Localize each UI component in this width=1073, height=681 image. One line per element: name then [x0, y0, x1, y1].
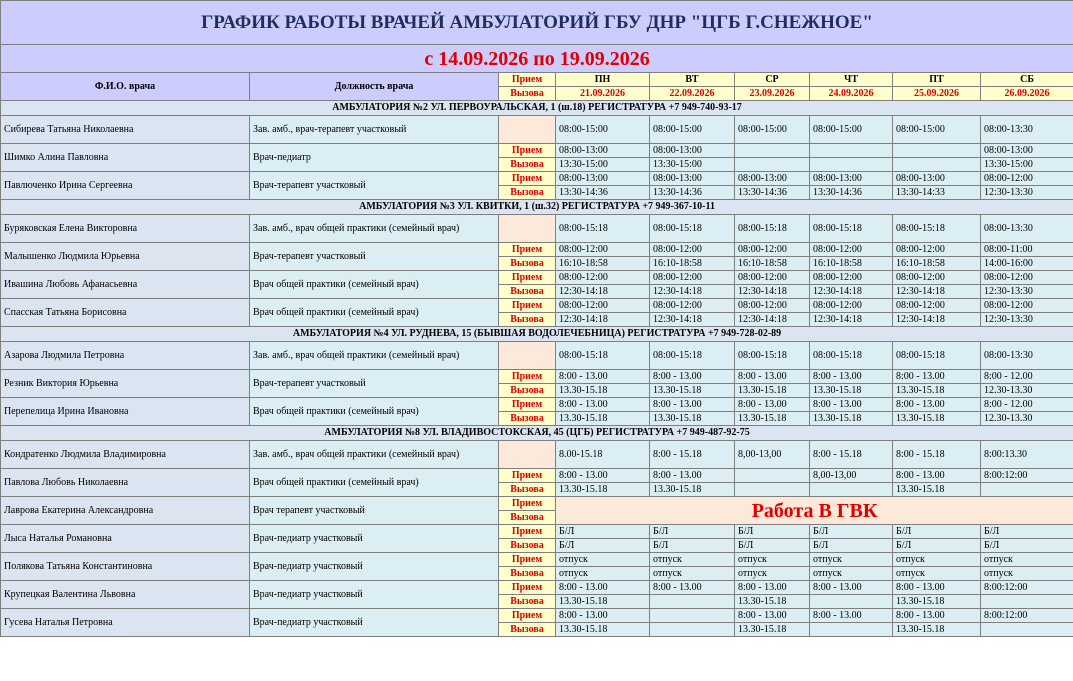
vyzova-cell-mon: 13:30-14:36 — [556, 186, 650, 200]
doctor-name: Резник Виктория Юрьевна — [1, 370, 250, 398]
priem-cell-mon: 8:00 - 13.00 — [556, 398, 650, 412]
doctor-position: Врач общей практики (семейный врач) — [250, 469, 499, 497]
vyzova-cell-wed: 13.30-15.18 — [735, 623, 810, 637]
priem-cell-fri: 08:00-12:00 — [893, 299, 981, 313]
doctor-row — [1, 342, 1073, 356]
vyzova-cell-fri: 13:30-14:33 — [893, 186, 981, 200]
vyzova-cell-wed — [735, 158, 810, 172]
vyzova-cell-thu: 16:10-18:58 — [810, 257, 893, 271]
section-row — [1, 327, 1073, 342]
doctor-row — [1, 553, 1073, 567]
priem-cell-mon: 8:00 - 13.00 — [556, 469, 650, 483]
priem-cell-sat: отпуск — [981, 553, 1073, 567]
doctor-row — [1, 271, 1073, 285]
day-name-thu: ЧТ — [810, 73, 893, 87]
schedule-cell-wed: 08:00-15:00 — [735, 116, 810, 144]
day-date-sat: 26.09.2026 — [981, 87, 1073, 101]
schedule-type-blank — [499, 116, 556, 144]
doctor-position: Врач-педиатр участковый — [250, 581, 499, 609]
vyzova-cell-thu: 13:30-14:36 — [810, 186, 893, 200]
vyzova-label: Вызова — [499, 384, 556, 398]
vyzova-cell-sat — [981, 623, 1073, 637]
vyzova-cell-wed: 13.30-15.18 — [735, 595, 810, 609]
priem-cell-mon: отпуск — [556, 553, 650, 567]
vyzova-cell-tue: 16:10-18:58 — [650, 257, 735, 271]
schedule-cell-mon: 08:00-15:18 — [556, 215, 650, 243]
priem-cell-thu: 8:00 - 13.00 — [810, 370, 893, 384]
schedule-cell-thu: 08:00-15:18 — [810, 215, 893, 243]
doctor-row — [1, 370, 1073, 384]
schedule-cell-tue: 8:00 - 15.18 — [650, 441, 735, 469]
column-header-position: Должность врача — [250, 73, 499, 101]
vyzova-cell-wed: отпуск — [735, 567, 810, 581]
vyzova-label: Вызова — [499, 623, 556, 637]
priem-label: Прием — [499, 243, 556, 257]
priem-cell-sat: 08:00-13:00 — [981, 144, 1073, 158]
vyzova-cell-wed: 13.30-15.18 — [735, 384, 810, 398]
doctor-name: Сибирева Татьяна Николаевна — [1, 116, 250, 144]
priem-cell-mon: 8:00 - 13.00 — [556, 609, 650, 623]
vyzova-cell-thu — [810, 158, 893, 172]
section-row — [1, 200, 1073, 215]
vyzova-label: Вызова — [499, 539, 556, 553]
doctor-name: Крупецкая Валентина Львовна — [1, 581, 250, 609]
vyzova-label: Вызова — [499, 313, 556, 327]
schedule-cell-fri: 08:00-15:18 — [893, 342, 981, 370]
vyzova-cell-thu: отпуск — [810, 567, 893, 581]
vyzova-cell-mon: 16:10-18:58 — [556, 257, 650, 271]
doctor-position: Зав. амб., врач общей практики (семейный врач) — [250, 441, 499, 469]
doctor-name: Гусева Наталья Петровна — [1, 609, 250, 637]
doctor-name: Перепелица Ирина Ивановна — [1, 398, 250, 426]
schedule-cell-mon: 08:00-15:00 — [556, 116, 650, 144]
doctor-position: Врач-педиатр участковый — [250, 609, 499, 637]
priem-cell-sat: 8:00 - 12.00 — [981, 398, 1073, 412]
schedule-type-blank — [499, 215, 556, 243]
gvk-notice: Работа В ГВК — [556, 497, 1073, 525]
priem-cell-thu — [810, 144, 893, 158]
vyzova-cell-mon: отпуск — [556, 567, 650, 581]
vyzova-cell-thu: 13.30-15.18 — [810, 412, 893, 426]
priem-cell-tue: отпуск — [650, 553, 735, 567]
priem-label: Прием — [499, 525, 556, 539]
doctor-position: Врач общей практики (семейный врач) — [250, 299, 499, 327]
doctor-row — [1, 215, 1073, 229]
priem-cell-wed: 08:00-12:00 — [735, 243, 810, 257]
vyzova-cell-thu: 12:30-14:18 — [810, 313, 893, 327]
vyzova-cell-sat — [981, 595, 1073, 609]
schedule-cell-sat: 08:00-13:30 — [981, 342, 1073, 370]
priem-cell-wed: отпуск — [735, 553, 810, 567]
day-date-fri: 25.09.2026 — [893, 87, 981, 101]
priem-cell-wed: 8:00 - 13.00 — [735, 581, 810, 595]
priem-cell-tue: 08:00-12:00 — [650, 243, 735, 257]
priem-label: Прием — [499, 398, 556, 412]
priem-cell-wed: 8:00 - 13.00 — [735, 370, 810, 384]
vyzova-cell-sat: 12.30-13.30 — [981, 384, 1073, 398]
vyzova-cell-tue: отпуск — [650, 567, 735, 581]
vyzova-cell-fri: Б/Л — [893, 539, 981, 553]
priem-cell-wed: 08:00-12:00 — [735, 299, 810, 313]
priem-cell-thu: 08:00-13:00 — [810, 172, 893, 186]
priem-cell-wed: 08:00-12:00 — [735, 271, 810, 285]
schedule-cell-sat: 08:00-13:30 — [981, 116, 1073, 144]
vyzova-label: Вызова — [499, 186, 556, 200]
priem-cell-wed — [735, 144, 810, 158]
priem-cell-sat: 8:00:12:00 — [981, 581, 1073, 595]
priem-cell-thu: 8:00 - 13.00 — [810, 398, 893, 412]
vyzova-cell-sat: отпуск — [981, 567, 1073, 581]
schedule-cell-thu: 08:00-15:18 — [810, 342, 893, 370]
schedule-cell-wed: 08:00-15:18 — [735, 342, 810, 370]
vyzova-cell-mon: 13.30-15.18 — [556, 623, 650, 637]
priem-label: Прием — [499, 370, 556, 384]
vyzova-cell-thu: 13.30-15.18 — [810, 384, 893, 398]
schedule-cell-thu: 08:00-15:00 — [810, 116, 893, 144]
doctor-position: Зав. амб., врач общей практики (семейный врач) — [250, 215, 499, 243]
priem-cell-mon: 8:00 - 13.00 — [556, 581, 650, 595]
priem-cell-tue: 8:00 - 13.00 — [650, 370, 735, 384]
vyzova-cell-thu: 12:30-14:18 — [810, 285, 893, 299]
priem-cell-wed — [735, 469, 810, 483]
doctor-name: Буряковская Елена Викторовна — [1, 215, 250, 243]
doctor-position: Врач-педиатр участковый — [250, 553, 499, 581]
doctor-row — [1, 172, 1073, 186]
day-date-mon: 21.09.2026 — [556, 87, 650, 101]
vyzova-label: Вызова — [499, 158, 556, 172]
priem-label: Прием — [499, 581, 556, 595]
vyzova-cell-fri: 13.30-15.18 — [893, 483, 981, 497]
priem-cell-sat: 8:00:12:00 — [981, 609, 1073, 623]
doctor-position: Врач-педиатр — [250, 144, 499, 172]
schedule-cell-tue: 08:00-15:00 — [650, 116, 735, 144]
vyzova-cell-thu: Б/Л — [810, 539, 893, 553]
priem-label: Прием — [499, 609, 556, 623]
priem-cell-fri: 8:00 - 13.00 — [893, 398, 981, 412]
priem-label: Прием — [499, 553, 556, 567]
column-header-priem: Прием — [499, 73, 556, 87]
page-title: ГРАФИК РАБОТЫ ВРАЧЕЙ АМБУЛАТОРИЙ ГБУ ДНР "ЦГБ Г.СНЕЖНОЕ" — [1, 1, 1073, 45]
vyzova-cell-mon: Б/Л — [556, 539, 650, 553]
section-title: АМБУЛАТОРИЯ №3 УЛ. КВИТКИ, 1 (ш.32) РЕГИСТРАТУРА +7 949-367-10-11 — [1, 200, 1073, 215]
vyzova-cell-sat: 12:30-13:30 — [981, 285, 1073, 299]
priem-cell-fri: 08:00-13:00 — [893, 172, 981, 186]
priem-cell-thu: 8,00-13,00 — [810, 469, 893, 483]
vyzova-cell-tue: 13.30-15.18 — [650, 412, 735, 426]
priem-cell-fri: 08:00-12:00 — [893, 243, 981, 257]
priem-cell-sat: Б/Л — [981, 525, 1073, 539]
section-row — [1, 101, 1073, 116]
day-name-wed: СР — [735, 73, 810, 87]
vyzova-cell-mon: 13.30-15.18 — [556, 595, 650, 609]
vyzova-cell-fri: 13.30-15.18 — [893, 412, 981, 426]
doctor-row — [1, 469, 1073, 483]
priem-label: Прием — [499, 271, 556, 285]
vyzova-cell-tue: 13.30-15.18 — [650, 384, 735, 398]
vyzova-cell-tue: Б/Л — [650, 539, 735, 553]
section-row — [1, 426, 1073, 441]
vyzova-cell-thu — [810, 595, 893, 609]
vyzova-cell-tue: 13:30-15:00 — [650, 158, 735, 172]
priem-cell-tue: 08:00-12:00 — [650, 299, 735, 313]
column-header-vyzova: Вызова — [499, 87, 556, 101]
doctor-name: Павлова Любовь Николаевна — [1, 469, 250, 497]
priem-cell-wed: 08:00-13:00 — [735, 172, 810, 186]
day-date-thu: 24.09.2026 — [810, 87, 893, 101]
day-date-wed: 23.09.2026 — [735, 87, 810, 101]
vyzova-cell-mon: 12:30-14:18 — [556, 285, 650, 299]
vyzova-cell-mon: 13.30-15.18 — [556, 384, 650, 398]
priem-cell-wed: 8:00 - 13.00 — [735, 609, 810, 623]
doctor-name: Кондратенко Людмила Владимировна — [1, 441, 250, 469]
schedule-cell-wed: 8,00-13,00 — [735, 441, 810, 469]
priem-cell-sat: 08:00-12:00 — [981, 172, 1073, 186]
schedule-type-blank — [499, 342, 556, 370]
schedule-cell-mon: 8.00-15.18 — [556, 441, 650, 469]
vyzova-cell-mon: 13:30-15:00 — [556, 158, 650, 172]
doctor-name: Павлюченко Ирина Сергеевна — [1, 172, 250, 200]
doctor-position: Зав. амб., врач общей практики (семейный врач) — [250, 342, 499, 370]
schedule-period: с 14.09.2026 по 19.09.2026 — [1, 45, 1073, 73]
column-header-name: Ф.И.О. врача — [1, 73, 250, 101]
vyzova-cell-sat: 13:30-15:00 — [981, 158, 1073, 172]
priem-label: Прием — [499, 299, 556, 313]
vyzova-cell-tue: 13:30-14:36 — [650, 186, 735, 200]
doctor-name: Полякова Татьяна Константиновна — [1, 553, 250, 581]
priem-cell-fri — [893, 144, 981, 158]
priem-cell-fri: отпуск — [893, 553, 981, 567]
section-title: АМБУЛАТОРИЯ №8 УЛ. ВЛАДИВОСТОКСКАЯ, 45 (ЦГБ) РЕГИСТРАТУРА +7 949-487-92-75 — [1, 426, 1073, 441]
priem-cell-mon: 08:00-12:00 — [556, 299, 650, 313]
vyzova-cell-fri — [893, 158, 981, 172]
day-name-sat: СБ — [981, 73, 1073, 87]
doctor-position: Врач-терапевт участковый — [250, 370, 499, 398]
priem-cell-tue: 8:00 - 13.00 — [650, 581, 735, 595]
doctor-name: Спасская Татьяна Борисовна — [1, 299, 250, 327]
doctor-row — [1, 497, 1073, 511]
priem-cell-sat: 08:00-12:00 — [981, 299, 1073, 313]
schedule-cell-sat: 8:00:13.30 — [981, 441, 1073, 469]
schedule-cell-fri: 08:00-15:18 — [893, 215, 981, 243]
doctor-name: Лаврова Екатерина Александровна — [1, 497, 250, 525]
doctor-row — [1, 581, 1073, 595]
doctor-row — [1, 525, 1073, 539]
priem-cell-mon: 8:00 - 13.00 — [556, 370, 650, 384]
doctor-position: Врач терапевт участковый — [250, 497, 499, 525]
doctor-name: Азарова Людмила Петровна — [1, 342, 250, 370]
vyzova-label: Вызова — [499, 285, 556, 299]
priem-cell-fri: 8:00 - 13.00 — [893, 370, 981, 384]
vyzova-cell-fri: отпуск — [893, 567, 981, 581]
schedule-cell-fri: 8:00 - 15.18 — [893, 441, 981, 469]
day-name-mon: ПН — [556, 73, 650, 87]
doctor-position: Врач общей практики (семейный врач) — [250, 271, 499, 299]
vyzova-cell-sat: 14:00-16:00 — [981, 257, 1073, 271]
vyzova-cell-wed: 16:10-18:58 — [735, 257, 810, 271]
vyzova-cell-fri: 12:30-14:18 — [893, 285, 981, 299]
vyzova-cell-wed: 12:30-14:18 — [735, 313, 810, 327]
schedule-cell-thu: 8:00 - 15.18 — [810, 441, 893, 469]
vyzova-cell-wed: Б/Л — [735, 539, 810, 553]
vyzova-cell-thu — [810, 483, 893, 497]
priem-cell-mon: 08:00-12:00 — [556, 271, 650, 285]
vyzova-cell-wed: 13:30-14:36 — [735, 186, 810, 200]
priem-cell-thu: 8:00 - 13.00 — [810, 609, 893, 623]
schedule-cell-mon: 08:00-15:18 — [556, 342, 650, 370]
vyzova-cell-fri: 12:30-14:18 — [893, 313, 981, 327]
vyzova-cell-wed: 12:30-14:18 — [735, 285, 810, 299]
priem-cell-fri: 08:00-12:00 — [893, 271, 981, 285]
vyzova-cell-tue — [650, 595, 735, 609]
vyzova-cell-mon: 13.30-15.18 — [556, 483, 650, 497]
vyzova-cell-tue — [650, 623, 735, 637]
section-title: АМБУЛАТОРИЯ №2 УЛ. ПЕРВОУРАЛЬСКАЯ, 1 (ш.18) РЕГИСТРАТУРА +7 949-740-93-17 — [1, 101, 1073, 116]
priem-label: Прием — [499, 172, 556, 186]
priem-cell-mon: 08:00-12:00 — [556, 243, 650, 257]
schedule-cell-sat: 08:00-13:30 — [981, 215, 1073, 243]
vyzova-cell-wed: 13.30-15.18 — [735, 412, 810, 426]
day-date-tue: 22.09.2026 — [650, 87, 735, 101]
doctor-row — [1, 299, 1073, 313]
doctor-row — [1, 398, 1073, 412]
vyzova-cell-fri: 13.30-15.18 — [893, 623, 981, 637]
priem-cell-fri: 8:00 - 13.00 — [893, 609, 981, 623]
priem-cell-tue: 8:00 - 13.00 — [650, 398, 735, 412]
vyzova-cell-mon: 13.30-15.18 — [556, 412, 650, 426]
priem-cell-sat: 8:00:12:00 — [981, 469, 1073, 483]
doctor-row — [1, 243, 1073, 257]
doctor-name: Малышенко Людмила Юрьевна — [1, 243, 250, 271]
vyzova-cell-fri: 13.30-15.18 — [893, 595, 981, 609]
vyzova-cell-sat: 12:30-13:30 — [981, 186, 1073, 200]
doctor-position: Врач-терапевт участковый — [250, 172, 499, 200]
priem-cell-mon: 08:00-13:00 — [556, 144, 650, 158]
priem-label: Прием — [499, 469, 556, 483]
priem-cell-mon: 08:00-13:00 — [556, 172, 650, 186]
doctor-name: Лыса Наталья Романовна — [1, 525, 250, 553]
vyzova-cell-thu — [810, 623, 893, 637]
schedule-cell-tue: 08:00-15:18 — [650, 342, 735, 370]
doctor-row — [1, 441, 1073, 455]
priem-cell-thu: 08:00-12:00 — [810, 299, 893, 313]
priem-cell-wed: Б/Л — [735, 525, 810, 539]
vyzova-cell-sat: 12:30-13:30 — [981, 313, 1073, 327]
priem-cell-tue: 08:00-13:00 — [650, 144, 735, 158]
priem-cell-thu: отпуск — [810, 553, 893, 567]
priem-cell-thu: 08:00-12:00 — [810, 243, 893, 257]
priem-cell-thu: Б/Л — [810, 525, 893, 539]
priem-cell-fri: 8:00 - 13.00 — [893, 469, 981, 483]
schedule-cell-tue: 08:00-15:18 — [650, 215, 735, 243]
vyzova-label: Вызова — [499, 595, 556, 609]
doctor-position: Врач общей практики (семейный врач) — [250, 398, 499, 426]
priem-cell-tue — [650, 609, 735, 623]
priem-cell-fri: Б/Л — [893, 525, 981, 539]
vyzova-label: Вызова — [499, 511, 556, 525]
priem-cell-tue: Б/Л — [650, 525, 735, 539]
priem-cell-thu: 08:00-12:00 — [810, 271, 893, 285]
section-title: АМБУЛАТОРИЯ №4 УЛ. РУДНЕВА, 15 (БЫВШАЯ ВОДОЛЕЧЕБНИЦА) РЕГИСТРАТУРА +7 949-728-02-89 — [1, 327, 1073, 342]
doctor-position: Врач-терапевт участковый — [250, 243, 499, 271]
doctor-name: Шимко Алина Павловна — [1, 144, 250, 172]
vyzova-cell-sat: 12.30-13.30 — [981, 412, 1073, 426]
vyzova-cell-mon: 12:30-14:18 — [556, 313, 650, 327]
day-name-fri: ПТ — [893, 73, 981, 87]
vyzova-cell-fri: 13.30-15.18 — [893, 384, 981, 398]
priem-cell-tue: 08:00-12:00 — [650, 271, 735, 285]
schedule-type-blank — [499, 441, 556, 469]
priem-label: Прием — [499, 144, 556, 158]
priem-cell-mon: Б/Л — [556, 525, 650, 539]
vyzova-label: Вызова — [499, 257, 556, 271]
vyzova-label: Вызова — [499, 567, 556, 581]
vyzova-cell-sat: Б/Л — [981, 539, 1073, 553]
vyzova-cell-sat — [981, 483, 1073, 497]
doctor-row — [1, 144, 1073, 158]
vyzova-cell-tue: 12:30-14:18 — [650, 285, 735, 299]
vyzova-label: Вызова — [499, 412, 556, 426]
priem-cell-wed: 8:00 - 13.00 — [735, 398, 810, 412]
priem-cell-tue: 8:00 - 13.00 — [650, 469, 735, 483]
priem-cell-sat: 8:00 - 12.00 — [981, 370, 1073, 384]
doctor-row — [1, 116, 1073, 130]
priem-cell-fri: 8:00 - 13.00 — [893, 581, 981, 595]
doctor-row — [1, 609, 1073, 623]
vyzova-cell-tue: 12:30-14:18 — [650, 313, 735, 327]
vyzova-cell-tue: 13.30-15.18 — [650, 483, 735, 497]
priem-cell-sat: 08:00-11:00 — [981, 243, 1073, 257]
schedule-cell-wed: 08:00-15:18 — [735, 215, 810, 243]
priem-label: Прием — [499, 497, 556, 511]
schedule-cell-fri: 08:00-15:00 — [893, 116, 981, 144]
priem-cell-sat: 08:00-12:00 — [981, 271, 1073, 285]
priem-cell-tue: 08:00-13:00 — [650, 172, 735, 186]
day-name-tue: ВТ — [650, 73, 735, 87]
doctor-position: Врач-педиатр участковый — [250, 525, 499, 553]
vyzova-label: Вызова — [499, 483, 556, 497]
priem-cell-thu: 8:00 - 13.00 — [810, 581, 893, 595]
doctor-position: Зав. амб., врач-терапевт участковый — [250, 116, 499, 144]
doctor-name: Ивашина Любовь Афанасьевна — [1, 271, 250, 299]
vyzova-cell-wed — [735, 483, 810, 497]
vyzova-cell-fri: 16:10-18:58 — [893, 257, 981, 271]
